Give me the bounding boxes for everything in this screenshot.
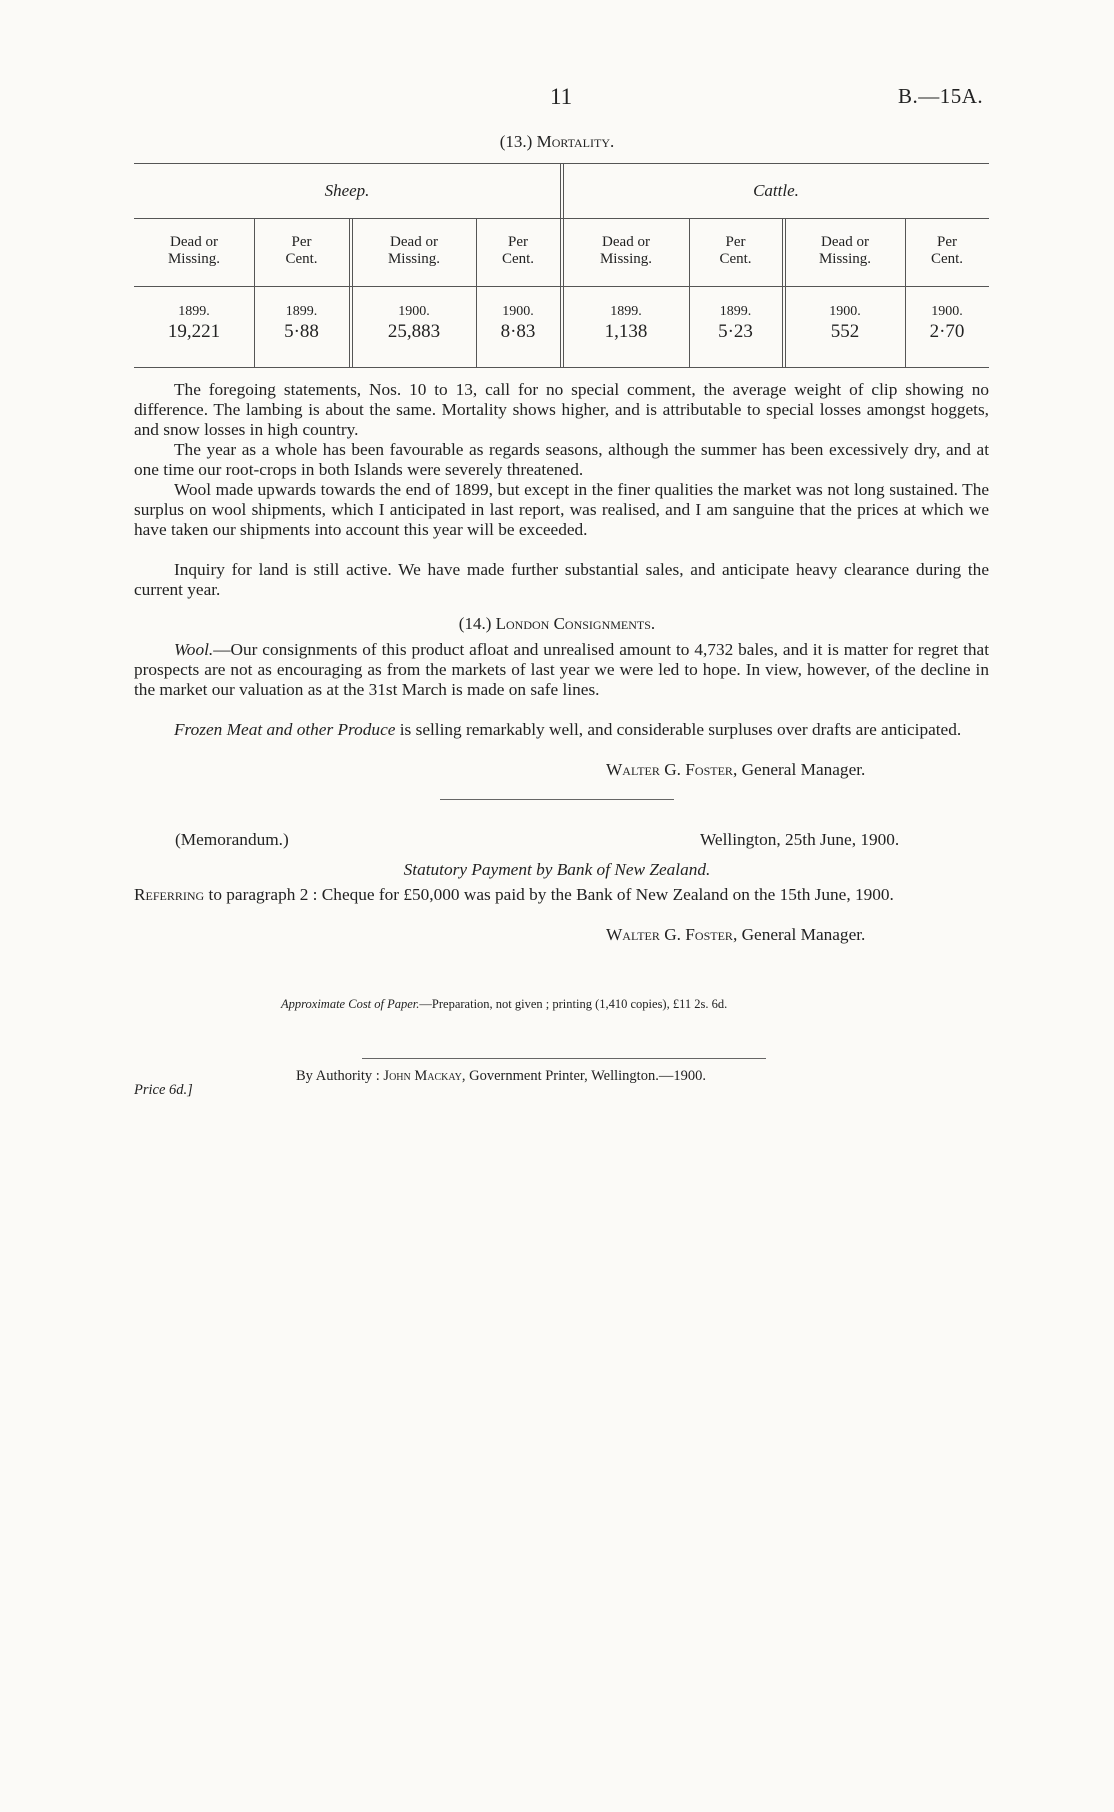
col-header-sheep-dead-1900: Dead or Missing. [387,234,441,267]
signature-general-manager: Walter G. Foster, General Manager. [606,925,866,944]
wool-label: Wool. [174,640,214,659]
memo-heading: Statutory Payment by Bank of New Zealand. [403,860,711,879]
col-header-cattle-dead-1900: Dead or Missing. [818,234,872,267]
col-header-cattle-pct-1900: Per Cent. [930,234,964,267]
col-header-sheep-pct-1899: Per Cent. [285,234,318,267]
paragraph-wool-market: Wool made upwards towards the end of 1899, but except in the finer qualities the market was not long sustained. The surplus on wool shipments, which I anticipated in last report, was realised, and I am sanguine that the prices at which we have taken our shipments into account this year will be exceeded. [134,480,989,539]
signature-general-manager: Walter G. Foster, General Manager. [606,760,866,779]
cattle-group-label: Cattle. [753,181,799,200]
col-header-sheep-dead-1899: Dead or Missing. [167,234,221,267]
value-cell: 5·88 [284,321,319,342]
paragraph-statements: The foregoing statements, Nos. 10 to 13, call for no special comment, the average weight of clip showing no difference. The lambing is about the same. Mortality shows higher, and is attributable to special losses amongst hoggets, and snow losses in high country. [134,380,989,439]
paragraph-wool-consignments: Wool.—Our consignments of this product afloat and unrealised amount to 4,732 bales, and it is matter for regret that prospects are not as encouraging as from the markets of last year we were led to hope. In view, however, of the decline in the market our valuation as at the 31st March is made on safe lines. [134,640,989,699]
year-cell: 1900. [398,304,430,319]
value-cell: 2·70 [929,321,965,342]
divider [440,799,674,800]
col-header-cattle-pct-1899: Per Cent. [719,234,752,267]
memo-label: (Memorandum.) [175,830,289,849]
memo-place-date: Wellington, 25th June, 1900. [700,830,900,849]
value-cell: 8·83 [500,321,536,342]
paragraph-frozen-meat: Frozen Meat and other Produce is selling remarkably well, and considerable surpluses over drafts are anticipated. [174,720,962,739]
year-cell: 1899. [719,304,752,319]
value-cell: 19,221 [167,321,221,342]
paragraph-seasons: The year as a whole has been favourable as regards seasons, although the summer has been excessively dry, and at one time our root-crops in both Islands were severely threatened. [134,440,989,479]
col-header-cattle-dead-1899: Dead or Missing. [599,234,653,267]
value-cell: 5·23 [718,321,753,342]
footer-divider [362,1058,766,1059]
year-cell: 1899. [610,304,642,319]
printer-authority: By Authority : John Mackay, Government Printer, Wellington.—1900. [296,1068,706,1084]
year-cell: 1899. [178,304,210,319]
paragraph-land: Inquiry for land is still active. We have made further substantial sales, and anticipate heavy clearance during the current year. [134,560,989,599]
year-cell: 1899. [285,304,318,319]
price: Price 6d.] [134,1082,193,1098]
col-header-sheep-pct-1900: Per Cent. [501,234,535,267]
year-cell: 1900. [502,304,534,319]
paragraph-memo: Referring to paragraph 2 : Cheque for £50,000 was paid by the Bank of New Zealand on the 15th June, 1900. [134,885,894,904]
page-number: 11 [550,84,573,109]
sheep-group-label: Sheep. [324,181,370,200]
year-cell: 1900. [931,304,963,319]
frozen-meat-label: Frozen Meat and other Produce [174,720,396,739]
value-cell: 552 [830,321,860,342]
document-code: B.—15A. [898,84,984,108]
mortality-title: (13.) Mortality. [499,132,615,151]
approximate-cost-note: Approximate Cost of Paper.—Preparation, not given ; printing (1,410 copies), £11 2s. 6d. [281,997,728,1011]
value-cell: 1,138 [604,321,648,342]
year-cell: 1900. [829,304,861,319]
london-consignments-title: (14.) London Consignments. [458,614,656,633]
value-cell: 25,883 [387,321,441,342]
